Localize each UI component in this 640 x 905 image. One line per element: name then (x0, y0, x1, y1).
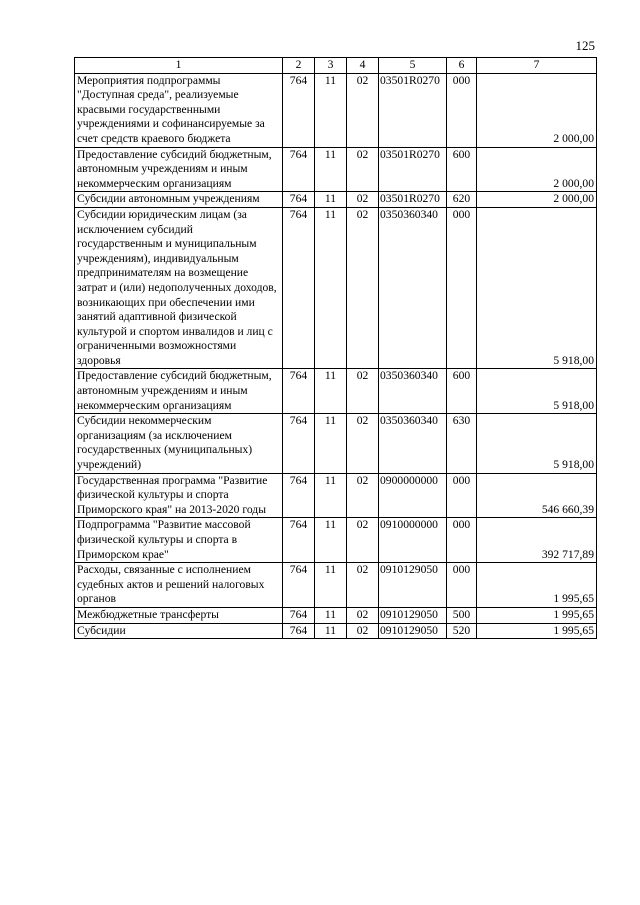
table-row (75, 607, 597, 623)
table-row (75, 147, 597, 192)
amount-cell: 2 000,00 (477, 73, 597, 147)
table-row (75, 192, 597, 208)
section-code-cell: 11 (315, 369, 347, 414)
subsection-code-cell: 02 (347, 518, 379, 563)
row-name-cell: Предоставление субсидий бюджетным, автономным учреждениям и иным некоммерческим организациям (75, 369, 283, 414)
table-row (75, 518, 597, 563)
section-code-cell: 11 (315, 563, 347, 608)
expense-type-cell: 630 (447, 414, 477, 473)
amount-cell: 5 918,00 (477, 414, 597, 473)
row-name-cell: Расходы, связанные с исполнением судебных актов и решений налоговых органов (75, 563, 283, 608)
row-name-cell: Государственная программа "Развитие физической культуры и спорта Приморского края" на 2013-2020 годы (75, 473, 283, 518)
target-article-cell: 03501R0270 (379, 147, 447, 192)
subsection-code-cell: 02 (347, 207, 379, 369)
row-name-cell: Субсидии юридическим лицам (за исключением субсидий государственным и муниципальным учреждениям), индивидуальным предпринимателям на возмещение затрат и (или) недополученных доходов, возникающих при обеспечении ими занятий адаптивной физической культурой и спортом инвалидов и лиц с ограниченными возможностями здоровья (75, 207, 283, 369)
target-article-cell: 0910129050 (379, 563, 447, 608)
amount-cell: 1 995,65 (477, 623, 597, 639)
target-article-cell: 0910129050 (379, 607, 447, 623)
subsection-code-cell: 02 (347, 563, 379, 608)
expense-type-cell: 000 (447, 473, 477, 518)
table-row (75, 473, 597, 518)
subsection-code-cell: 02 (347, 473, 379, 518)
grbs-code-cell: 764 (283, 473, 315, 518)
section-code-cell: 11 (315, 607, 347, 623)
target-article-cell: 03501R0270 (379, 73, 447, 147)
grbs-code-cell: 764 (283, 623, 315, 639)
target-article-cell: 0910000000 (379, 518, 447, 563)
section-code-cell: 11 (315, 207, 347, 369)
target-article-cell: 0350360340 (379, 207, 447, 369)
row-name-cell: Субсидии некоммерческим организациям (за исключением государственных (муниципальных) учреждений) (75, 414, 283, 473)
grbs-code-cell: 764 (283, 563, 315, 608)
table-row (75, 414, 597, 473)
column-header: 4 (347, 58, 379, 74)
target-article-cell: 0900000000 (379, 473, 447, 518)
expense-type-cell: 000 (447, 207, 477, 369)
column-header: 3 (315, 58, 347, 74)
grbs-code-cell: 764 (283, 607, 315, 623)
section-code-cell: 11 (315, 147, 347, 192)
target-article-cell: 03501R0270 (379, 192, 447, 208)
section-code-cell: 11 (315, 414, 347, 473)
expense-type-cell: 600 (447, 369, 477, 414)
subsection-code-cell: 02 (347, 369, 379, 414)
grbs-code-cell: 764 (283, 73, 315, 147)
amount-cell: 1 995,65 (477, 607, 597, 623)
expense-type-cell: 620 (447, 192, 477, 208)
row-name-cell: Предоставление субсидий бюджетным, автономным учреждениям и иным некоммерческим организациям (75, 147, 283, 192)
grbs-code-cell: 764 (283, 192, 315, 208)
amount-cell: 2 000,00 (477, 192, 597, 208)
grbs-code-cell: 764 (283, 369, 315, 414)
row-name-cell: Межбюджетные трансферты (75, 607, 283, 623)
expense-type-cell: 000 (447, 563, 477, 608)
expense-type-cell: 000 (447, 73, 477, 147)
expense-type-cell: 520 (447, 623, 477, 639)
section-code-cell: 11 (315, 73, 347, 147)
row-name-cell: Подпрограмма "Развитие массовой физической культуры и спорта в Приморском крае" (75, 518, 283, 563)
subsection-code-cell: 02 (347, 192, 379, 208)
table-row (75, 73, 597, 147)
column-header: 2 (283, 58, 315, 74)
target-article-cell: 0350360340 (379, 369, 447, 414)
grbs-code-cell: 764 (283, 207, 315, 369)
page-number: 125 (575, 38, 595, 53)
row-name-cell: Мероприятия подпрограммы "Доступная среда", реализуемые красвыми государственными учреждениями и софинансируемые за счет средств краевого бюджета (75, 73, 283, 147)
section-code-cell: 11 (315, 623, 347, 639)
column-header: 5 (379, 58, 447, 74)
target-article-cell: 0910129050 (379, 623, 447, 639)
amount-cell: 5 918,00 (477, 369, 597, 414)
section-code-cell: 11 (315, 518, 347, 563)
row-name-cell: Субсидии автономным учреждениям (75, 192, 283, 208)
grbs-code-cell: 764 (283, 414, 315, 473)
column-header: 7 (477, 58, 597, 74)
expense-type-cell: 000 (447, 518, 477, 563)
grbs-code-cell: 764 (283, 518, 315, 563)
amount-cell: 546 660,39 (477, 473, 597, 518)
budget-table (74, 57, 597, 639)
column-header: 1 (75, 58, 283, 74)
amount-cell: 2 000,00 (477, 147, 597, 192)
target-article-cell: 0350360340 (379, 414, 447, 473)
row-name-cell: Субсидии (75, 623, 283, 639)
table-row (75, 623, 597, 639)
section-code-cell: 11 (315, 192, 347, 208)
header-row (75, 58, 597, 74)
grbs-code-cell: 764 (283, 147, 315, 192)
amount-cell: 392 717,89 (477, 518, 597, 563)
column-header: 6 (447, 58, 477, 74)
table-row (75, 563, 597, 608)
subsection-code-cell: 02 (347, 73, 379, 147)
table-row (75, 369, 597, 414)
amount-cell: 5 918,00 (477, 207, 597, 369)
amount-cell: 1 995,65 (477, 563, 597, 608)
expense-type-cell: 600 (447, 147, 477, 192)
subsection-code-cell: 02 (347, 607, 379, 623)
subsection-code-cell: 02 (347, 147, 379, 192)
subsection-code-cell: 02 (347, 414, 379, 473)
section-code-cell: 11 (315, 473, 347, 518)
expense-type-cell: 500 (447, 607, 477, 623)
subsection-code-cell: 02 (347, 623, 379, 639)
table-row (75, 207, 597, 369)
